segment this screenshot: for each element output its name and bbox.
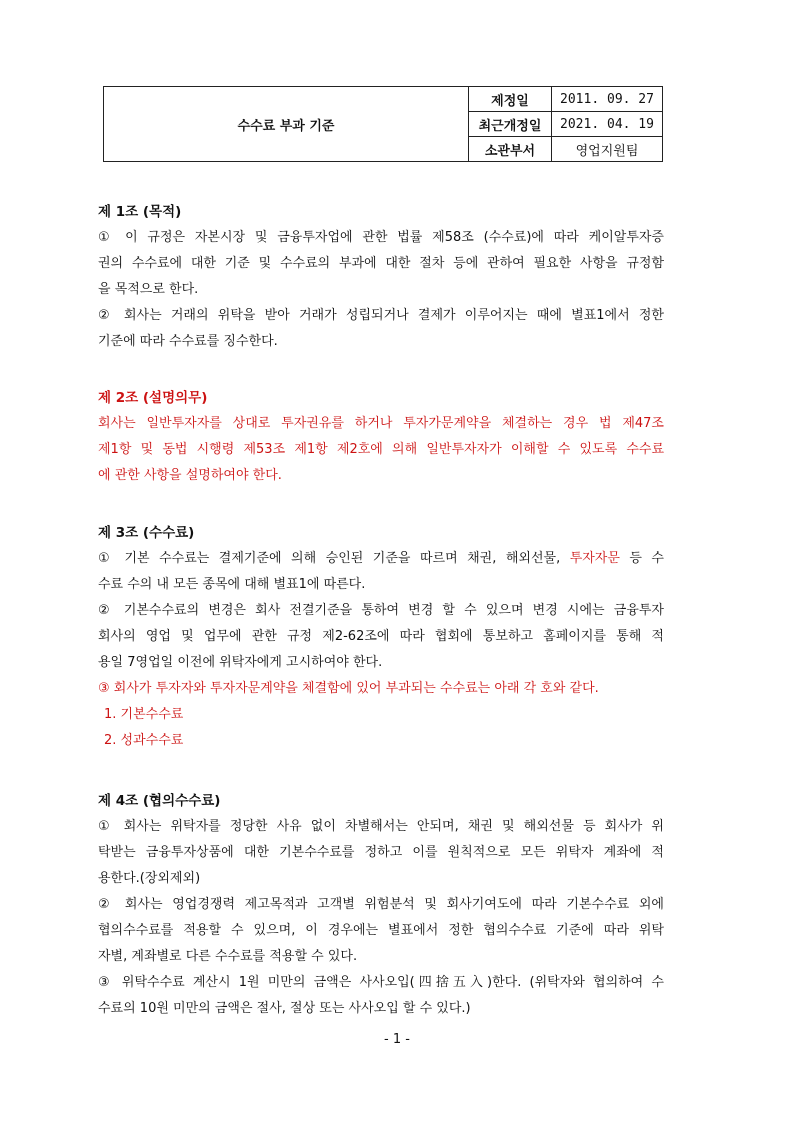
document-title: 수수료 부과 기준 xyxy=(104,87,469,162)
article-1-line: ② 회사는 거래의 위탁을 받아 거래가 성립되거나 결제가 이루어지는 때에 별표1에서 정한 xyxy=(98,308,664,323)
article-4 xyxy=(98,788,664,1022)
article-2 xyxy=(98,385,664,489)
article-4-title: 제 4조 (협의수수료) xyxy=(98,793,221,809)
enactment-date-value: 2011. 09. 27 xyxy=(552,87,663,112)
revision-date-label: 최근개정일 xyxy=(469,112,552,137)
list-item: 2. 성과수수료 xyxy=(104,733,184,748)
article-3-line: ② 기본수수료의 변경은 회사 전결기준을 통하여 변경 할 수 있으며 변경 시에는 금융투자 xyxy=(98,603,664,618)
article-3-line xyxy=(98,546,664,572)
article-4-line: 탁받는 금융투자상품에 대한 기본수수료를 정하고 이를 원칙적으로 모든 위탁자 계좌에 적 xyxy=(98,845,664,860)
article-3-line: 용일 7영업일 이전에 위탁자에게 고시하여야 한다. xyxy=(98,655,383,670)
article-1-line: 기준에 따라 수수료를 징수한다. xyxy=(98,334,278,349)
article-3-line-part: 등 수 xyxy=(619,551,664,566)
article-4-line: 용한다.(장외제외) xyxy=(98,871,201,886)
article-4-line: 협의수수료를 적용할 수 있으며, 이 경우에는 별표에서 정한 협의수수료 기준에 따라 위탁 xyxy=(98,923,664,938)
article-2-title: 제 2조 (설명의무) xyxy=(98,390,208,406)
article-2-line: 제1항 및 동법 시행령 제53조 제1항 제2호에 의해 일반투자자가 이해할 수 있도록 수수료 xyxy=(98,442,664,457)
article-1-line: 권의 수수료에 대한 기준 및 수수료의 부과에 대한 절차 등에 관하여 필요한 사항을 규정함 xyxy=(98,256,664,271)
article-3-line: 회사의 영업 및 업무에 관한 규정 제2-62조에 따라 협회에 통보하고 홈페이지를 통해 적 xyxy=(98,629,664,644)
article-4-line: ① 회사는 위탁자를 정당한 사유 없이 차별해서는 안되며, 채권 및 해외선물 등 회사가 위 xyxy=(98,819,664,834)
article-2-line: 회사는 일반투자자를 상대로 투자권유를 하거나 투자가문계약을 체결하는 경우 법 제47조 xyxy=(98,416,664,431)
department-label: 소관부서 xyxy=(469,137,552,162)
article-1 xyxy=(98,199,664,355)
highlight-investment-advisory: 투자자문 xyxy=(569,551,620,566)
page-number: - 1 - xyxy=(384,1032,410,1047)
revision-date-value: 2021. 04. 19 xyxy=(552,112,663,137)
article-1-line: 을 목적으로 한다. xyxy=(98,282,199,297)
article-1-title: 제 1조 (목적) xyxy=(98,204,182,220)
article-2-line: 에 관한 사항을 설명하여야 한다. xyxy=(98,468,282,483)
article-3 xyxy=(98,520,664,754)
article-4-line: 자별, 계좌별로 다른 수수료를 적용할 수 있다. xyxy=(98,949,358,964)
article-3-red-line: ③ 회사가 투자자와 투자자문계약을 체결함에 있어 부과되는 수수료는 아래 각 호와 같다. xyxy=(98,681,599,696)
article-3-title: 제 3조 (수수료) xyxy=(98,525,195,541)
list-item: 1. 기본수수료 xyxy=(104,707,184,722)
article-4-line: ③ 위탁수수료 계산시 1원 미만의 금액은 사사오입(四捨五入)한다. (위탁자와 협의하여 수 xyxy=(98,975,664,990)
document-header-table xyxy=(103,86,663,162)
article-3-line-part: ① 기본 수수료는 결제기준에 의해 승인된 기준을 따르며 채권, 해외선물, xyxy=(98,551,570,566)
article-4-line: ② 회사는 영업경쟁력 제고목적과 고객별 위험분석 및 회사기여도에 따라 기본수수료 외에 xyxy=(98,897,664,912)
enactment-date-label: 제정일 xyxy=(469,87,552,112)
department-value: 영업지원팀 xyxy=(552,137,663,162)
article-1-line: ① 이 규정은 자본시장 및 금융투자업에 관한 법률 제58조 (수수료)에 따라 케이알투자증 xyxy=(98,230,664,245)
article-3-line: 수료 수의 내 모든 종목에 대해 별표1에 따른다. xyxy=(98,577,366,592)
article-4-line: 수료의 10원 미만의 금액은 절사, 절상 또는 사사오입 할 수 있다.) xyxy=(98,1001,471,1016)
